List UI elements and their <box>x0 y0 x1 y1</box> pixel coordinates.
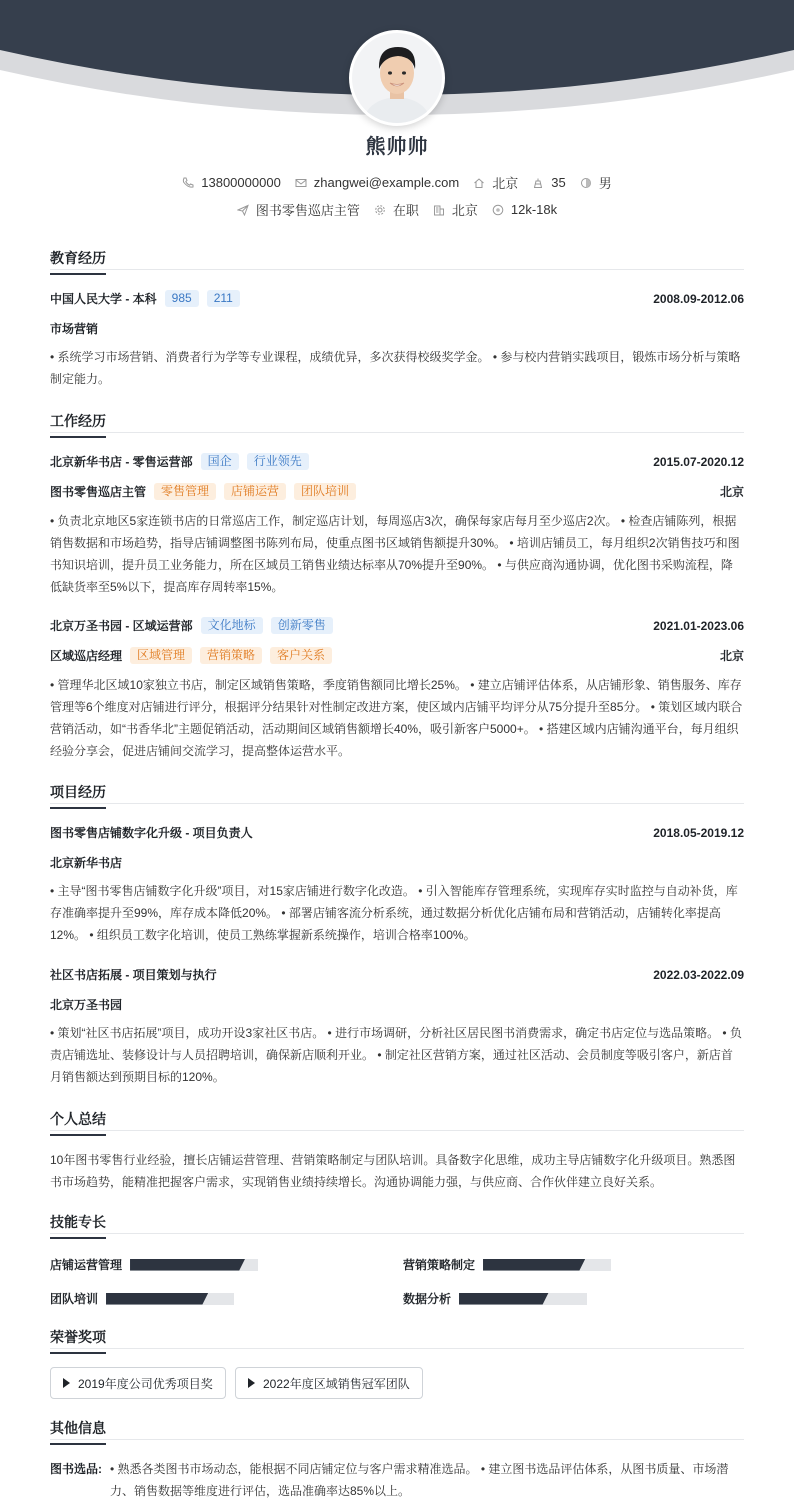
city-text: 北京 <box>492 176 519 191</box>
building-icon <box>433 204 445 216</box>
phone-text: 13800000000 <box>201 175 281 190</box>
school-tag: 985 <box>165 290 199 307</box>
school-tag: 211 <box>207 290 240 307</box>
project-header <box>50 824 744 841</box>
skill-item <box>50 1256 258 1273</box>
section-title-text: 教育经历 <box>50 248 106 275</box>
other-info-text: • 熟悉各类图书市场动态，能根据不同店铺定位与客户需求精准选品。 • 建立图书选品评估体系，从图书质量、市场潜力、销售数据等维度进行评估，选品准确率达85%以上。 <box>110 1462 729 1498</box>
section-awards <box>50 1327 744 1349</box>
award-text: 2019年度公司优秀项目奖 <box>78 1376 213 1391</box>
skill-bar-fill <box>483 1259 585 1271</box>
other-info-label: 图书选品: <box>50 1462 102 1476</box>
contact-row <box>0 173 794 192</box>
skill-bar <box>106 1293 234 1305</box>
work-description: • 负责北京地区5家连锁书店的日常巡店工作，制定巡店计划，每周巡店3次，确保每家店每月至少巡店2次。 • 检查店铺陈列，根据销售数据和市场趋势，指导店铺调整图书陈列布局，使重点图书区域销售额提升30%。 • 培训店铺员工，每月组织2次销售技巧和图书知识培训，提升员工业务能力，所在区域员工销售业绩达标率从70%提升至90%。 • 与供应商沟通协调，优化图书采购流程，降低缺货率至5%以下，提高库存周转率15%。 <box>50 514 740 594</box>
work-description: • 管理华北区域10家独立书店，制定区域销售策略，季度销售额同比增长25%。 • 建立店铺评估体系，从店铺形象、销售服务、库存管理等6个维度对店铺进行评分，根据评分结果针对性制定改进方案，使区域内店铺平均评分从75分提升至85分。 • 策划区域内联合营销活动，如“书香华北”主题促销活动，活动期间区域销售额增长40%，吸引新客户5000+。 • 搭建区域内店铺沟通平台，每月组织经验分享会，促进店铺间交流学习，提高整体运营水平。 <box>50 678 743 758</box>
contact-gender <box>580 173 612 192</box>
company-name: 北京万圣书园 - 区域运营部 <box>50 619 193 633</box>
company-tag: 行业领先 <box>247 453 309 470</box>
gear-icon <box>374 204 386 216</box>
role-name: 图书零售巡店主管 <box>50 485 147 499</box>
play-triangle-icon <box>63 1378 70 1388</box>
skill-tag: 区域管理 <box>130 647 192 664</box>
status-text: 在职 <box>392 203 419 218</box>
skill-tag: 店铺运营 <box>224 483 286 500</box>
home-icon <box>473 177 485 189</box>
contact-age <box>532 175 565 190</box>
skill-tag: 团队培训 <box>294 483 356 500</box>
section-work <box>50 411 744 433</box>
summary-text: 10年图书零售行业经验，擅长店铺运营管理、营销策略制定与团队培训。具备数字化思维，成功主导店铺数字化升级项目。熟悉图书市场趋势，能精准把握客户需求，实现销售业绩持续增长。沟通协调能力强，与供应商、合作伙伴建立良好关系。 <box>50 1153 736 1189</box>
contact-email <box>295 175 459 190</box>
position-text: 图书零售巡店主管 <box>255 203 360 218</box>
section-title-text: 工作经历 <box>50 411 106 438</box>
skill-item <box>50 1290 234 1307</box>
skill-item <box>403 1290 587 1307</box>
work-header <box>50 617 744 634</box>
company-name: 北京新华书店 - 零售运营部 <box>50 455 193 469</box>
project-org-row <box>50 996 744 1013</box>
section-education <box>50 248 744 270</box>
education-major-row <box>50 320 744 337</box>
play-triangle-icon <box>248 1378 255 1388</box>
project-org-row <box>50 854 744 871</box>
intent-position <box>237 200 360 219</box>
project-description: • 主导“图书零售店铺数字化升级”项目，对15家店铺进行数字化改造。 • 引入智能库存管理系统，实现库存实时监控与自动补货，库存准确率提升至99%，库存成本降低20%。 • 部署店铺客流分析系统，通过数据分析优化店铺布局和营销活动，店铺转化率提高12%。 • 组织员工数字化培训，使员工熟练掌握新系统操作，培训合格率100%。 <box>50 884 738 942</box>
project-title: 图书零售店铺数字化升级 - 项目负责人 <box>50 826 253 840</box>
intent-salary <box>492 202 557 217</box>
section-title-text: 荣誉奖项 <box>50 1327 106 1354</box>
company-tag: 创新零售 <box>271 617 333 634</box>
role-name: 区域巡店经理 <box>50 649 123 663</box>
work-role-row <box>50 483 744 500</box>
skill-bar-fill <box>459 1293 549 1305</box>
award-text: 2022年度区域销售冠军团队 <box>263 1376 410 1391</box>
email-text: zhangwei@example.com <box>313 175 460 190</box>
mail-icon <box>295 177 307 189</box>
gender-icon <box>580 177 592 189</box>
award-chip <box>50 1367 226 1399</box>
project-header <box>50 966 744 983</box>
section-other <box>50 1418 744 1440</box>
project-title: 社区书店拓展 - 项目策划与执行 <box>50 968 217 982</box>
section-title-text: 其他信息 <box>50 1418 106 1445</box>
company-tag: 国企 <box>201 453 239 470</box>
candidate-name: 熊帅帅 <box>365 136 429 158</box>
section-projects <box>50 782 744 804</box>
skill-name: 店铺运营管理 <box>50 1258 123 1272</box>
work-period: 2021.01-2023.06 <box>653 618 744 633</box>
project-org: 北京新华书店 <box>50 856 123 870</box>
work-location: 北京 <box>719 649 744 663</box>
contact-city <box>473 173 518 192</box>
company-tag: 文化地标 <box>201 617 263 634</box>
project-period: 2022.03-2022.09 <box>653 967 744 982</box>
avatar <box>349 30 445 126</box>
school-name: 中国人民大学 - 本科 <box>50 292 157 306</box>
skill-bar <box>483 1259 611 1271</box>
other-info-item <box>50 1458 744 1502</box>
work-header <box>50 453 744 470</box>
coin-icon <box>492 204 504 216</box>
skill-tag: 零售管理 <box>154 483 216 500</box>
project-description: • 策划“社区书店拓展”项目，成功开设3家社区书店。 • 进行市场调研，分析社区居民图书消费需求，确定书店定位与选品策略。 • 负责店铺选址、装修设计与人员招聘培训，确保新店顺利开业。 • 制定社区营销方案，通过社区活动、会员制度等吸引客户，新店首月销售额达到预期目标的120%。 <box>50 1026 742 1084</box>
skill-tag: 营销策略 <box>200 647 262 664</box>
education-period: 2008.09-2012.06 <box>653 291 744 306</box>
education-description: • 系统学习市场营销、消费者行为学等专业课程，成绩优异，多次获得校级奖学金。 • 参与校内营销实践项目，锻炼市场分析与策略制定能力。 <box>50 350 741 386</box>
section-title-text: 项目经历 <box>50 782 106 809</box>
work-location: 北京 <box>719 485 744 499</box>
skill-name: 数据分析 <box>403 1292 452 1306</box>
age-text: 35 <box>551 175 566 190</box>
phone-icon <box>182 177 194 189</box>
contact-phone <box>182 175 281 190</box>
section-title-text: 技能专长 <box>50 1212 106 1239</box>
skill-name: 团队培训 <box>50 1292 99 1306</box>
award-chip <box>235 1367 423 1399</box>
skill-bar-fill <box>130 1259 245 1271</box>
education-header <box>50 290 744 307</box>
section-summary <box>50 1109 744 1131</box>
project-period: 2018.05-2019.12 <box>653 825 744 840</box>
section-skills <box>50 1212 744 1234</box>
send-icon <box>237 204 249 216</box>
skill-name: 营销策略制定 <box>403 1258 476 1272</box>
skill-tag: 客户关系 <box>270 647 332 664</box>
intent-status <box>374 200 419 219</box>
salary-text: 12k-18k <box>510 202 558 217</box>
job-intent-row <box>0 200 794 219</box>
skill-bar <box>130 1259 258 1271</box>
target-city-text: 北京 <box>451 203 478 218</box>
work-role-row <box>50 647 744 664</box>
section-title-text: 个人总结 <box>50 1109 106 1136</box>
intent-city <box>433 200 478 219</box>
skill-bar <box>459 1293 587 1305</box>
project-org: 北京万圣书园 <box>50 998 123 1012</box>
age-icon <box>532 177 544 189</box>
major-name: 市场营销 <box>50 322 99 336</box>
work-period: 2015.07-2020.12 <box>653 454 744 469</box>
skill-bar-fill <box>106 1293 208 1305</box>
skill-item <box>403 1256 611 1273</box>
gender-text: 男 <box>598 176 612 191</box>
